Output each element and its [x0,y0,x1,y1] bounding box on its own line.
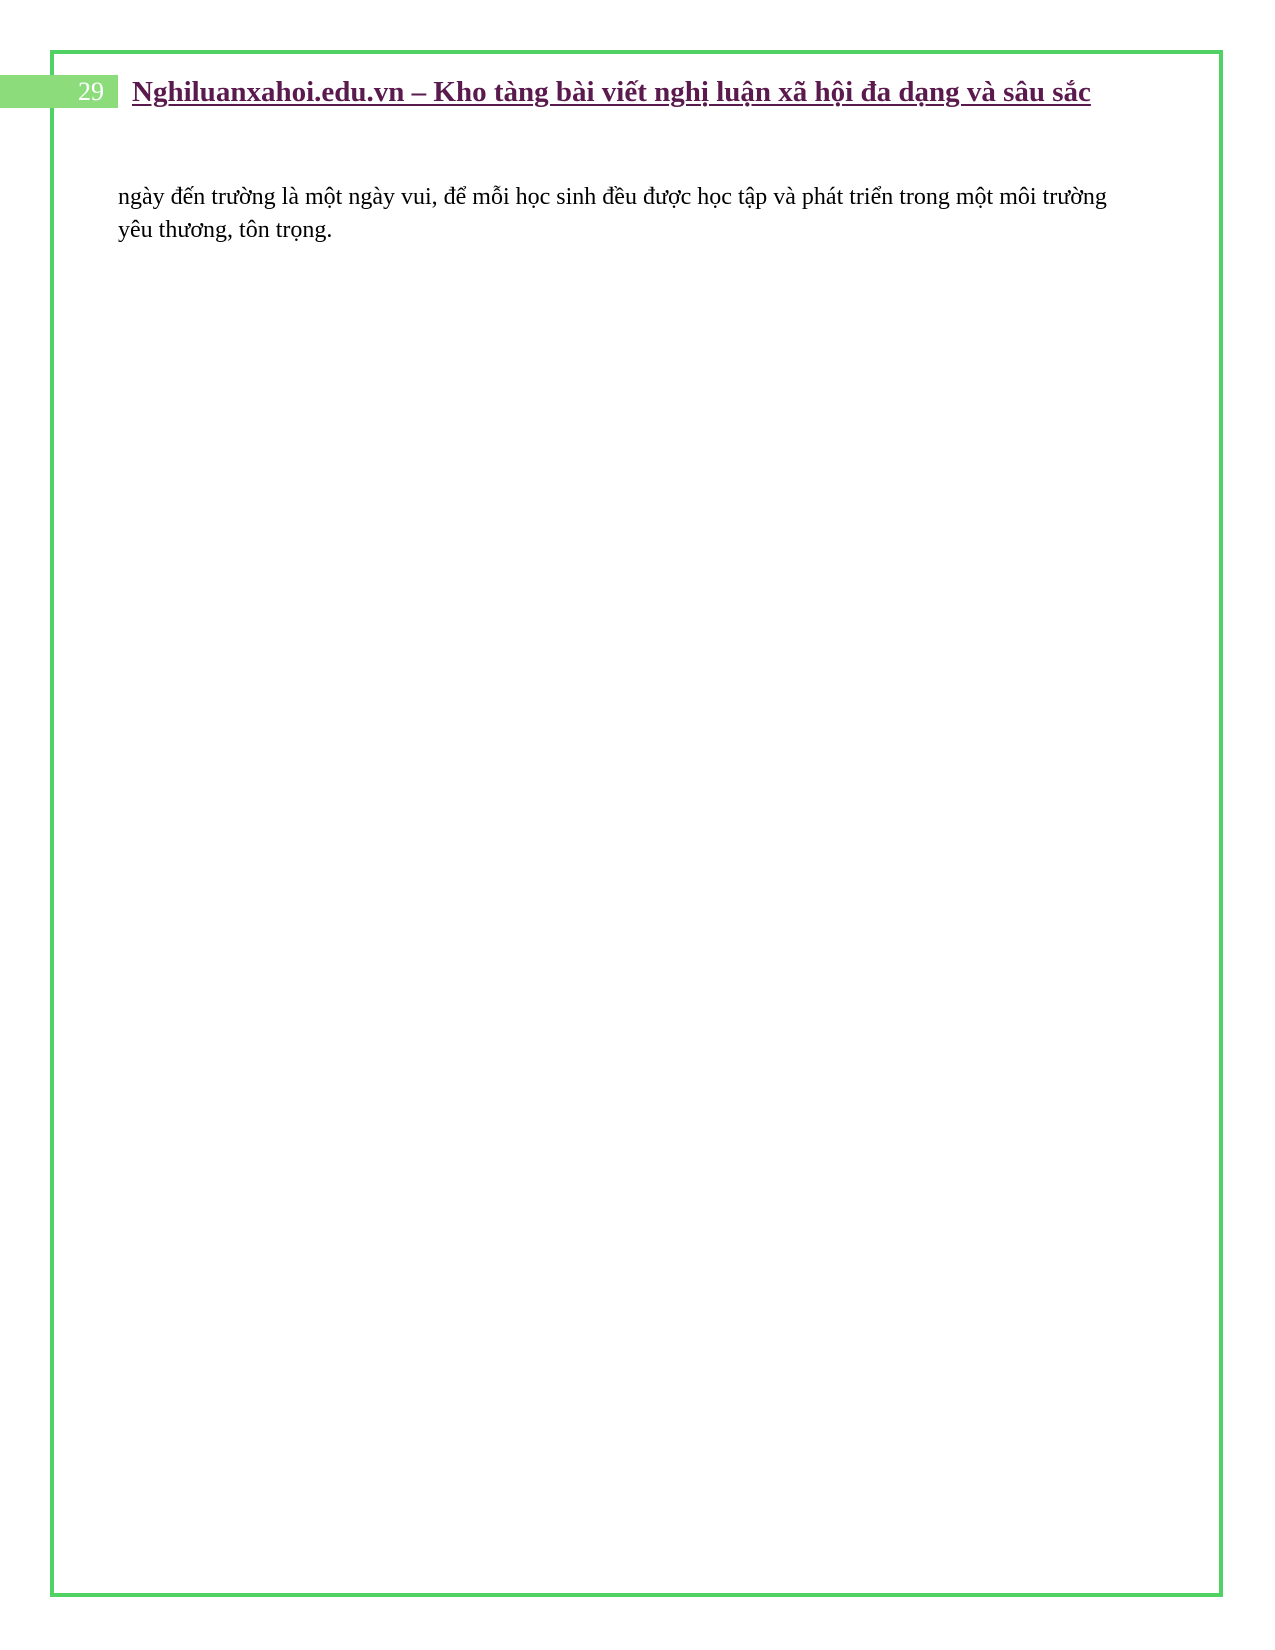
page-number: 29 [78,77,104,106]
body-line: ngày đến trường là một ngày vui, để mỗi học sinh đều được học tập và phát triển trong một môi trường [118,184,1107,210]
page-border-frame [50,50,1223,1597]
body-line: yêu thương, tôn trọng. [118,217,333,243]
body-paragraph [118,181,1178,247]
header-title-link[interactable]: Nghiluanxahoi.edu.vn – Kho tàng bài viết nghị luận xã hội đa dạng và sâu sắc [132,76,1091,108]
